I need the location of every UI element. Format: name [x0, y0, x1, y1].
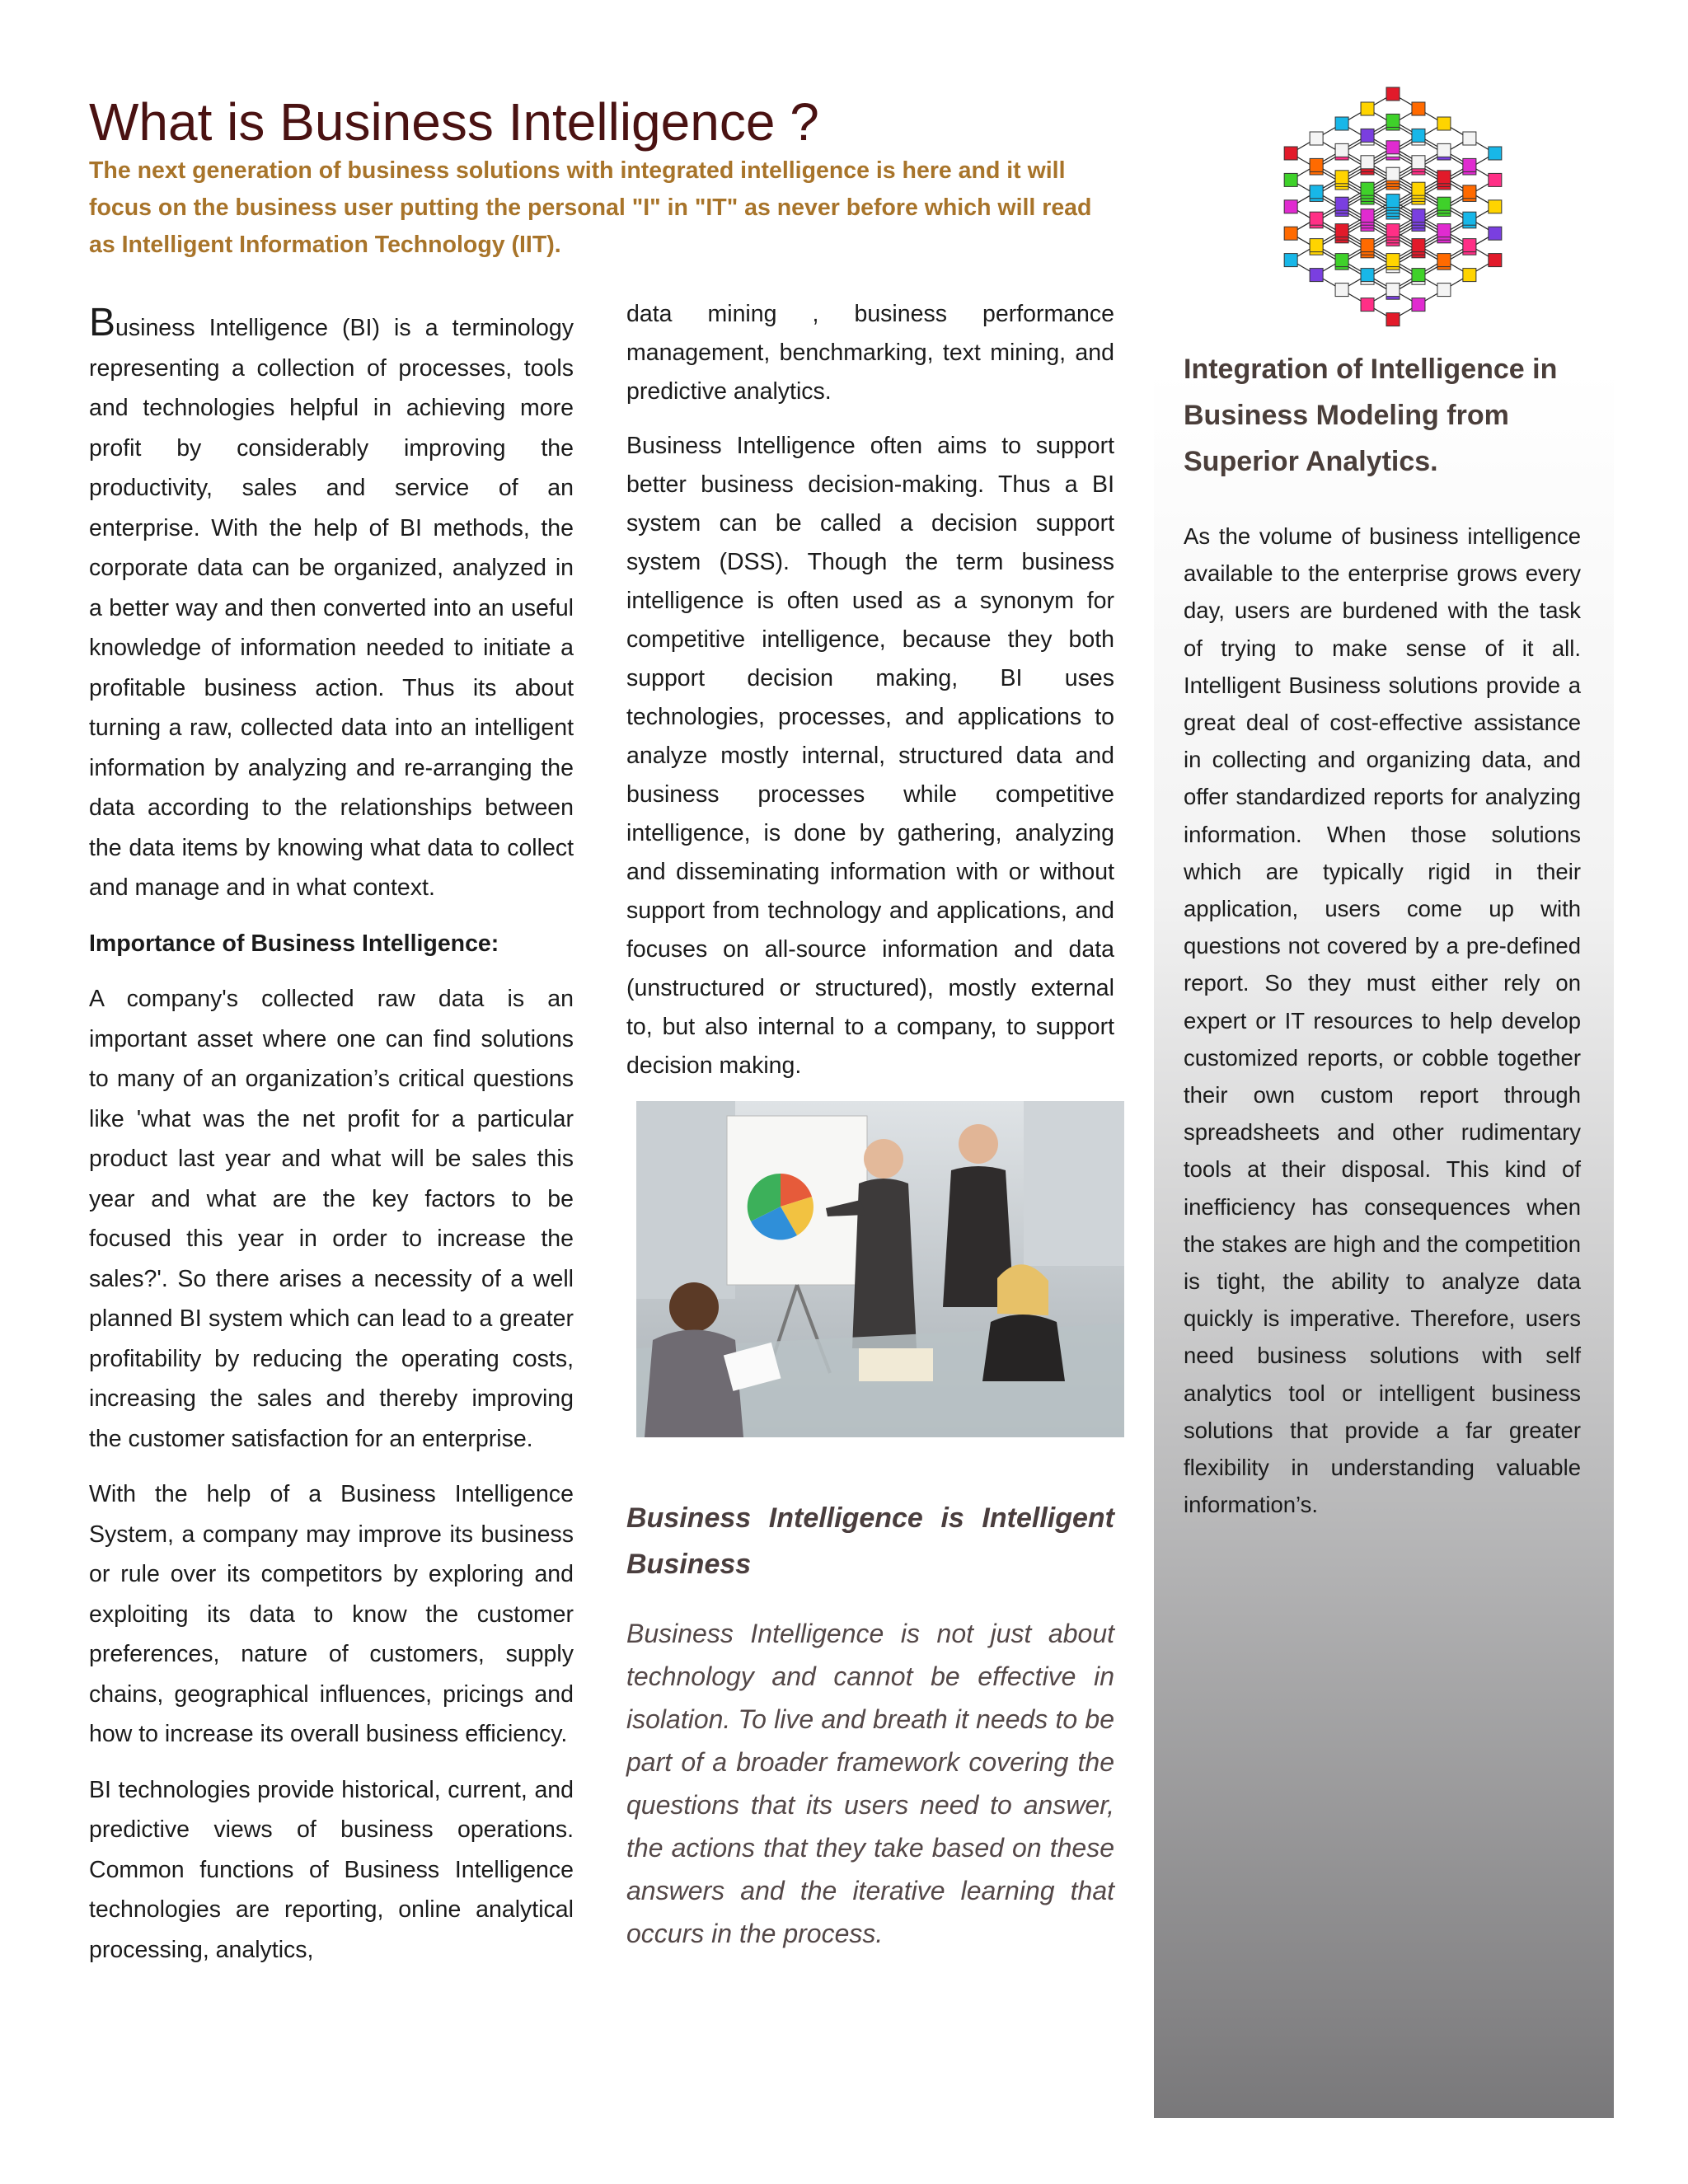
intelligent-business-paragraph: Business Intelligence is not just about technology and cannot be effective in isolation. To live and breath it needs to be part of a broader framework covering the questions that its users need to answer, the actions that they take based on these answers and the iterative learning that occurs in the process.	[626, 1619, 1114, 1948]
cube-node	[1386, 167, 1400, 180]
cube-node	[1386, 284, 1400, 297]
cube-node	[1335, 254, 1348, 267]
importance-heading: Importance of Business Intelligence:	[89, 930, 499, 957]
importance-paragraph: A company's collected raw data is an important asset where one can find solutions to many of an organization’s critical questions like 'what was the net profit for a particular product last year and what will be sales this year and what are the key factors to be focused this year in order to increase the sales?'. So there arises a necessity of a well planned BI system which can lead to a greater profitability by reducing the operating costs, increasing the sales and thereby improving the customer satisfaction for an enterprise.	[89, 986, 574, 1452]
colorful-cube-network-graphic	[1236, 36, 1550, 349]
cube-node	[1335, 197, 1348, 210]
cube-node	[1310, 212, 1323, 225]
cube-node	[1463, 185, 1476, 199]
cube-node	[1412, 182, 1425, 195]
page-title: What is Business Intelligence ?	[89, 92, 819, 152]
sidebar-paragraph: As the volume of business intelligence available to the enterprise grows every day, users are burdened with the task of trying to make sense of it all. Intelligent Business solutions provide a great deal of cost-effective assistance in collecting and organizing data, and offer standardized reports for analyzing information. When those solutions which are typically rigid in their application, users come up with questions not covered by a pre-defined report. So they must either rely on expert or IT resources to help develop customized reports, or cobble together their own custom report through spreadsheets and other rudimentary tools at their disposal. This kind of inefficiency has consequences when the stakes are high and the competition is tight, the ability to analyze data quickly is imperative. Therefore, users need business solutions with self analytics tool or intelligent business solutions that provide a far greater flexibility in understanding valuable information’s.	[1184, 523, 1581, 1518]
bi-technologies-paragraph: BI technologies provide historical, current, and predictive views of business operations. Common functions of Business Intelligence technologies are reporting, online analytical processing, analytics,	[89, 1776, 574, 1963]
cube-node	[1284, 254, 1297, 267]
cube-node	[1412, 298, 1425, 312]
cube-node	[1386, 114, 1400, 127]
business-meeting-photo	[636, 1101, 1124, 1437]
cube-node	[1437, 254, 1451, 267]
cube-node	[1310, 158, 1323, 171]
cube-node	[1463, 239, 1476, 252]
cube-node	[1284, 173, 1297, 186]
cube-node	[1386, 141, 1400, 154]
cube-node	[1489, 200, 1502, 213]
cube-node	[1335, 117, 1348, 130]
cube-node	[1361, 269, 1374, 282]
cube-node	[1412, 269, 1425, 282]
cube-node	[1412, 209, 1425, 223]
cube-node	[1412, 102, 1425, 115]
cube-node	[1386, 254, 1400, 267]
cube-node	[1335, 224, 1348, 237]
cube-node	[1463, 269, 1476, 282]
sidebar-title: Integration of Intelligence in Business Modeling from Superior Analytics.	[1184, 354, 1558, 477]
decision-support-paragraph: Business Intelligence often aims to support better business decision-making. Thus a BI system can be called a decision support system (DSS). Though the term business intelligence is often used as a synonym for competitive intelligence, because they both support decision making, BI uses technologies, processes, and applications to analyze mostly internal, structured data and business processes while competitive intelligence, is done by gathering, analyzing and disseminating information with or without support from technology and applications, and focuses on all-source information and data (unstructured or structured), mostly external to, but also internal to a company, to support decision making.	[626, 433, 1114, 1079]
cube-node	[1310, 132, 1323, 145]
cube-node	[1361, 129, 1374, 142]
intro-paragraph	[89, 301, 574, 908]
cube-node	[1386, 87, 1400, 101]
cube-node	[1310, 185, 1323, 199]
middle-column	[626, 295, 1114, 1971]
cube-node	[1386, 313, 1400, 326]
improve-paragraph: With the help of a Business Intelligence System, a company may improve its business or rule over its competitors by exploring and exploiting its data to know the customer preferences, nature of customers, supply chains, geographical influences, pricings and how to increase its overall business efficiency.	[89, 1481, 574, 1747]
cube-node	[1412, 129, 1425, 142]
cube-node	[1386, 194, 1400, 208]
cube-node	[1335, 171, 1348, 184]
cube-node	[1284, 147, 1297, 160]
cube-node	[1463, 158, 1476, 171]
cube-node	[1437, 143, 1451, 157]
cube-node	[1412, 156, 1425, 169]
cube-node	[1463, 132, 1476, 145]
left-column	[89, 301, 574, 1985]
page-subtitle: The next generation of business solutions with integrated intelligence is here and it will focus on the business user putting the personal "I" in "IT" as never before which will read as Intelligent Information Technology (IIT).	[89, 157, 1092, 258]
cube-node	[1489, 147, 1502, 160]
cube-node	[1489, 173, 1502, 186]
cube-node	[1284, 200, 1297, 213]
functions-continued-paragraph: data mining , business performance management, benchmarking, text mining, and predictive analytics.	[626, 301, 1114, 405]
cube-node	[1361, 239, 1374, 252]
cube-node	[1284, 227, 1297, 240]
cube-node	[1310, 239, 1323, 252]
intelligent-business-heading: Business Intelligence is Intelligent Business	[626, 1502, 1114, 1580]
cube-node	[1361, 102, 1374, 115]
intro-paragraph-text: usiness Intelligence (BI) is a terminology representing a collection of processes, tools and technologies helpful in achieving more profit by considerably improving the productivity, sales and service of an enterprise. With the help of BI methods, the corporate data can be organized, analyzed in a better way and then converted into an useful knowledge of information needed to initiate a profitable business action. Thus its about turning a raw, collected data into an intelligent information by analyzing and re-arranging the data according to the relationships between the data items by knowing what data to collect and manage and in what context.	[89, 315, 574, 901]
cube-node	[1437, 197, 1451, 210]
cube-node	[1361, 298, 1374, 312]
cube-node	[1489, 227, 1502, 240]
cube-node	[1361, 209, 1374, 223]
cube-node	[1437, 284, 1451, 297]
cube-node	[1437, 117, 1451, 130]
drop-cap: B	[89, 301, 116, 344]
cube-node	[1489, 254, 1502, 267]
cube-node	[1310, 269, 1323, 282]
cube-node	[1412, 239, 1425, 252]
cube-node	[1463, 212, 1476, 225]
cube-node	[1361, 156, 1374, 169]
cube-node	[1335, 284, 1348, 297]
cube-node	[1361, 182, 1374, 195]
cube-node	[1437, 224, 1451, 237]
cube-node	[1386, 224, 1400, 237]
cube-node	[1437, 171, 1451, 184]
cube-node	[1335, 143, 1348, 157]
